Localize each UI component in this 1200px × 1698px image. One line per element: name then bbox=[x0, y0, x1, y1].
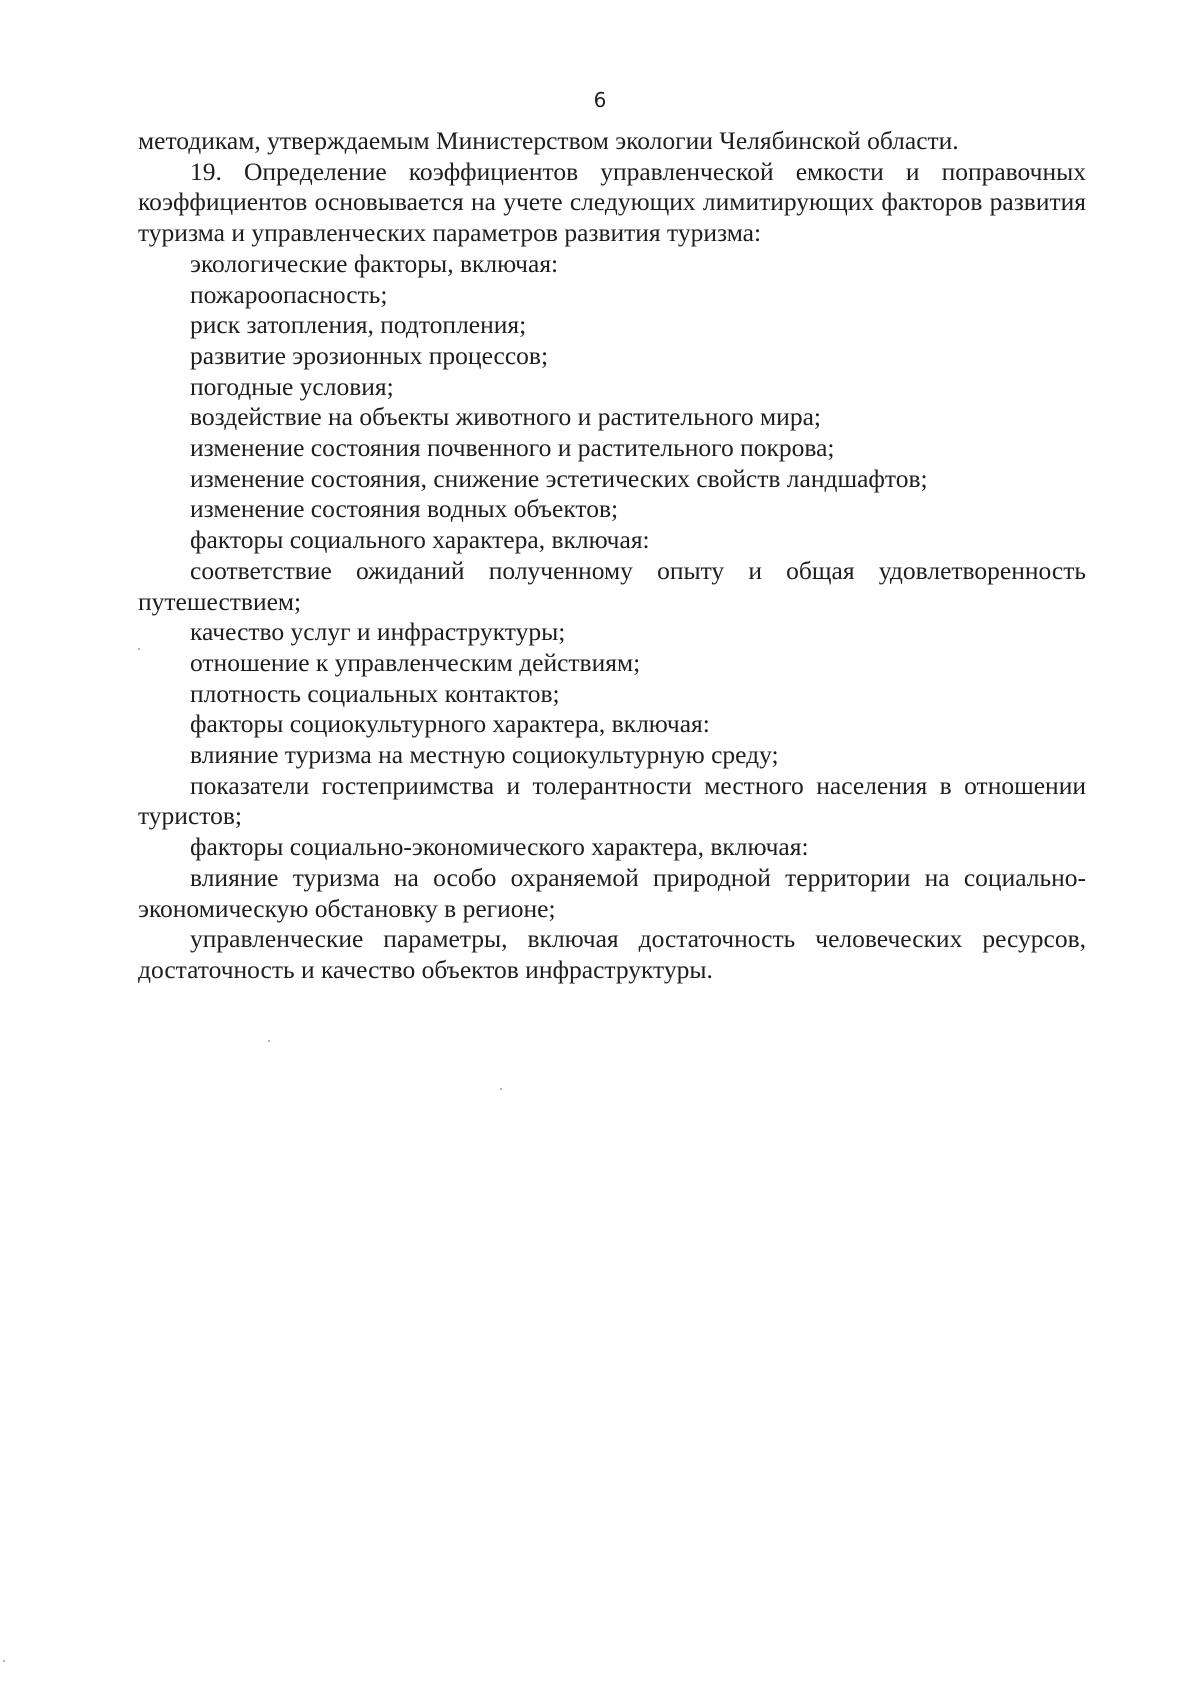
list-item: изменение состояния почвенного и растительного покрова; bbox=[190, 433, 835, 463]
list-item: показатели гостеприимства и толерантности местного населения в отношении туристов; bbox=[138, 770, 1086, 831]
document-body bbox=[138, 126, 1086, 986]
list-item: погодные условия; bbox=[190, 371, 394, 401]
list-item: риск затопления, подтопления; bbox=[190, 310, 527, 340]
scan-speck bbox=[3, 1660, 5, 1662]
paragraph-socioeconomic-factors: факторы социально-экономического характера, включая: bbox=[190, 832, 809, 862]
list-item: изменение состояния, снижение эстетических свойств ландшафтов; bbox=[190, 463, 928, 493]
paragraph-continuation: методикам, утверждаемым Министерством экологии Челябинской области. bbox=[138, 126, 959, 155]
paragraph-sociocultural-factors: факторы социокультурного характера, включая: bbox=[190, 709, 710, 739]
list-item: качество услуг и инфраструктуры; bbox=[190, 617, 566, 647]
page-number: 6 bbox=[593, 88, 607, 112]
paragraph-social-factors: факторы социального характера, включая: bbox=[190, 525, 650, 555]
list-item: воздействие на объекты животного и растительного мира; bbox=[190, 402, 821, 432]
list-item: управленческие параметры, включая достаточность человеческих ресурсов, достаточность и качество объектов инфраструктуры. bbox=[138, 924, 1086, 984]
list-item: отношение к управленческим действиям; bbox=[190, 647, 641, 677]
list-item: плотность социальных контактов; bbox=[190, 678, 560, 708]
list-item: соответствие ожиданий полученному опыту и общая удовлетворенность путешествием; bbox=[138, 555, 1086, 616]
list-item: пожароопасность; bbox=[190, 279, 388, 309]
scan-speck bbox=[500, 1088, 502, 1090]
list-item: развитие эрозионных процессов; bbox=[190, 340, 549, 370]
list-item: изменение состояния водных объектов; bbox=[190, 494, 619, 524]
list-item: влияние туризма на местную социокультурную среду; bbox=[190, 740, 779, 770]
list-item: влияние туризма на особо охраняемой природной территории на социально-экономическую обстановку в регионе; bbox=[138, 862, 1086, 923]
paragraph-ecological-factors: экологические факторы, включая: bbox=[190, 248, 559, 278]
paragraph-item-19: 19. Определение коэффициентов управленческой емкости и поправочных коэффициентов основывается на учете следующих лимитирующих факторов развития туризма и управленческих параметров развития туризма: bbox=[138, 156, 1086, 248]
scan-speck bbox=[268, 1040, 270, 1042]
scan-speck bbox=[138, 648, 140, 650]
